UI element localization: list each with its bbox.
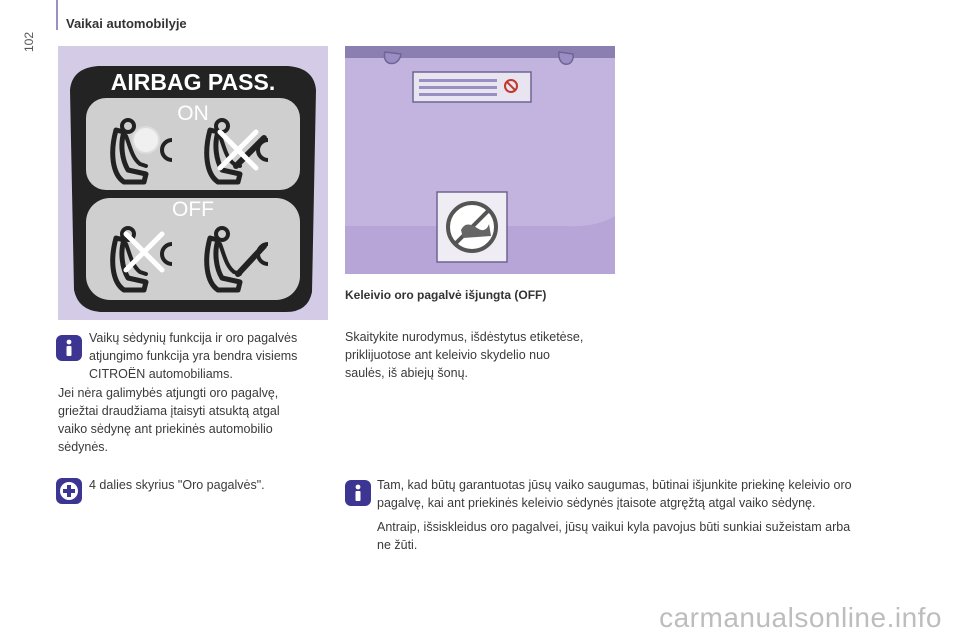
paragraph-line: Skaitykite nurodymus, išdėstytus etiketėse, xyxy=(345,330,584,344)
watermark: carmanualsonline.info xyxy=(659,602,942,633)
on-label: ON xyxy=(177,102,209,125)
no-rear-facing-seat-label-icon xyxy=(437,192,507,262)
warning-info-icon xyxy=(345,480,371,511)
paragraph-line: griežtai draudžiama įtaisyti atsuktą atgal xyxy=(58,404,280,418)
airbag-figure xyxy=(58,46,328,320)
paragraph-line: Jei nėra galimybės atjungti oro pagalvę, xyxy=(58,386,279,400)
paragraph-line: sėdynės. xyxy=(58,440,109,454)
off-label: OFF xyxy=(172,198,214,221)
airbag-warning-paragraph xyxy=(58,384,328,456)
visor-figure xyxy=(345,46,615,274)
header-bar xyxy=(56,0,58,30)
section-title: Vaikai automobilyje xyxy=(66,16,187,31)
info-icon xyxy=(56,335,82,366)
paragraph-line: saulės, iš abiejų šonų. xyxy=(345,366,468,380)
page-number: 102 xyxy=(22,31,36,52)
airbag-indicator-illustration xyxy=(58,46,328,320)
info-line: Vaikų sėdynių funkcija ir oro pagalvės xyxy=(89,331,298,345)
visor-label-paragraph xyxy=(345,328,615,382)
visor-caption: Keleivio oro pagalvė išjungta (OFF) xyxy=(345,288,547,302)
info-note xyxy=(89,329,329,383)
warning-line: Tam, kad būtų garantuotas jūsų vaiko saugumas, būtinai išjunkite priekinę keleivio oro xyxy=(377,478,852,492)
info-line: CITROËN automobiliams. xyxy=(89,367,233,381)
plus-icon xyxy=(56,478,82,509)
paragraph-line: priklijuotose ant keleivio skydelio nuo xyxy=(345,348,550,362)
warning-line: pagalvę, kai ant priekinės keleivio sėdynės įtaisote atgręžtą atgal vaiko sėdynę. xyxy=(377,496,816,510)
paragraph-line: vaiko sėdynę ant priekinės automobilio xyxy=(58,422,273,436)
sun-visor-illustration xyxy=(345,46,615,274)
warning-line: ne žūti. xyxy=(377,538,418,552)
airbag-title: AIRBAG PASS. xyxy=(110,69,276,95)
cross-reference: 4 dalies skyrius "Oro pagalvės". xyxy=(89,478,265,492)
info-line: atjungimo funkcija yra bendra visiems xyxy=(89,349,298,363)
warning-line: Antraip, išsiskleidus oro pagalvei, jūsų vaikui kyla pavojus būti sunkiai sužeistam arba xyxy=(377,520,851,534)
safety-warning xyxy=(377,476,937,554)
